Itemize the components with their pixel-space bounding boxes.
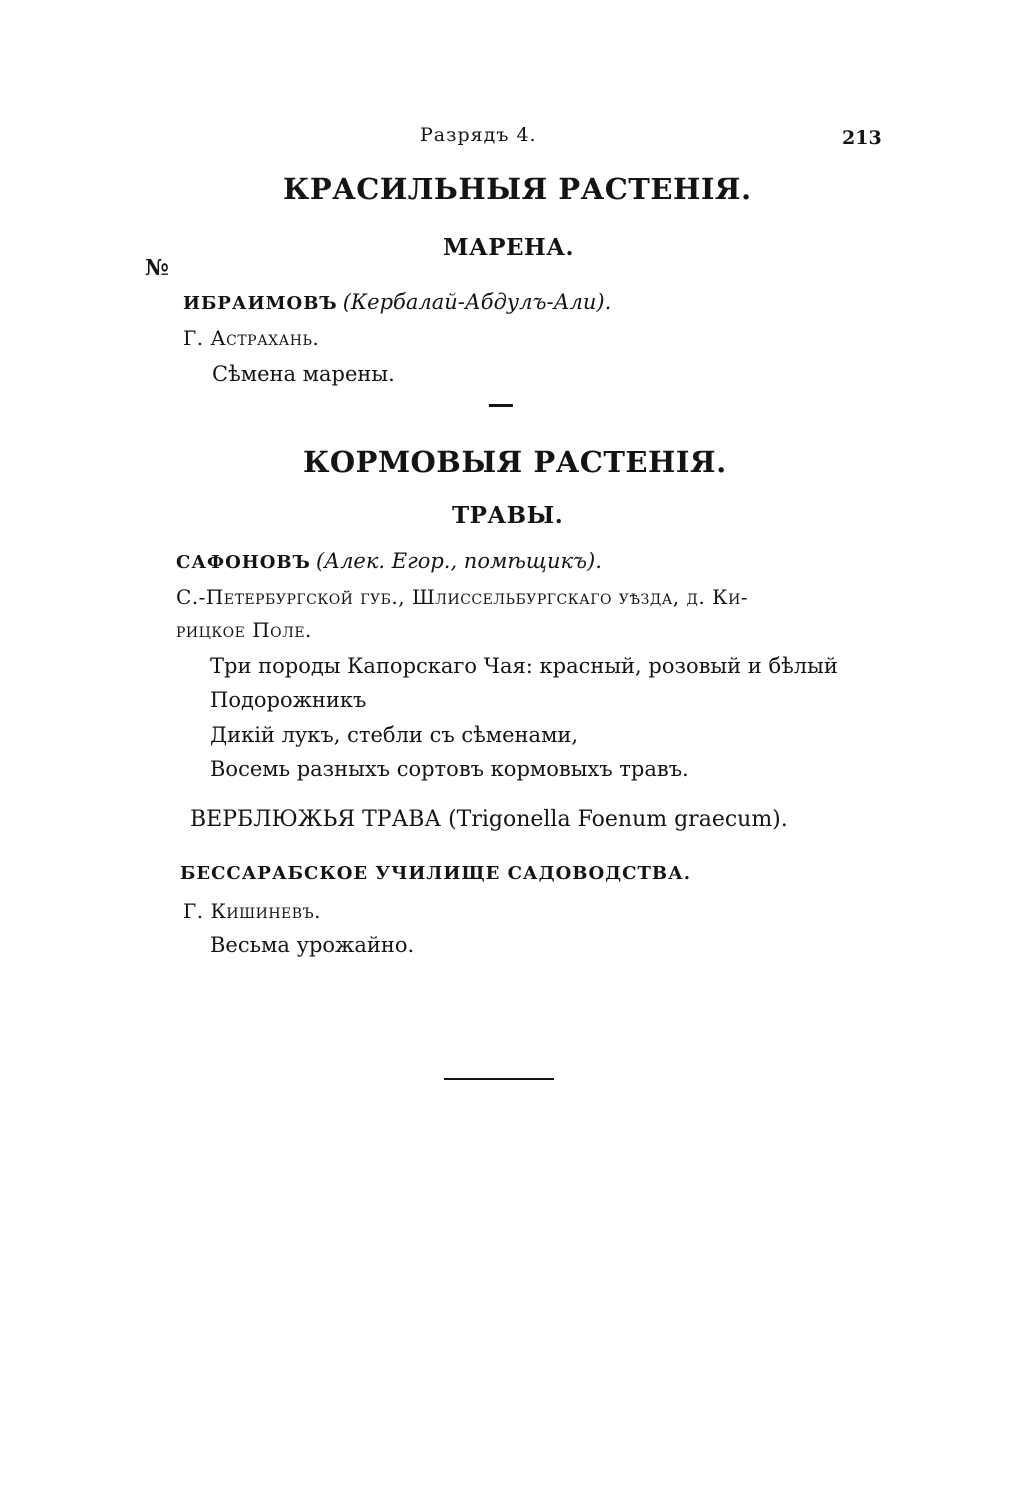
section-title-dye-plants: КРАСИЛЬНЫЯ РАСТЕНІЯ. xyxy=(283,172,752,206)
exhibitor-place-line2: рицкое Поле. xyxy=(176,618,312,642)
entry-safonov xyxy=(176,549,602,573)
running-header: Разрядъ 4. xyxy=(420,124,537,146)
section-divider-dash xyxy=(489,404,513,407)
exhibitor-place: Г. Кишиневъ. xyxy=(183,899,322,923)
exhibitor-details: (Кербалай-Абдулъ-Али). xyxy=(342,290,612,314)
entry-ibraimov xyxy=(183,290,611,314)
subtitle-madder: МАРЕНА. xyxy=(443,234,574,261)
exhibitor-name: САФОНОВЪ xyxy=(176,552,311,573)
exhibitor-place-line1: С.-Петербургской губ., Шлиссельбургскаго уѣзда, д. Ки- xyxy=(176,585,749,609)
exhibit-item: Три породы Капорскаго Чая: красный, розовый и бѣлый xyxy=(210,654,838,678)
exhibit-item: Подорожникъ xyxy=(210,688,367,712)
exhibit-item: Восемь разныхъ сортовъ кормовыхъ травъ. xyxy=(210,757,689,781)
section-title-fodder-plants: КОРМОВЫЯ РАСТЕНІЯ. xyxy=(303,445,727,479)
exhibit-item: Сѣмена марены. xyxy=(212,362,395,386)
exhibit-item: Весьма урожайно. xyxy=(210,933,415,957)
exhibitor-details: (Алек. Егор., помѣщикъ). xyxy=(315,549,602,573)
subheading-camel-grass: ВЕРБЛЮЖЬЯ ТРАВА (Trigonella Foenum graecum). xyxy=(190,807,788,832)
numero-mark: № xyxy=(145,255,169,281)
closing-rule xyxy=(444,1078,554,1080)
page-number: 213 xyxy=(842,127,882,149)
exhibitor-name: ИБРАИМОВЪ xyxy=(183,293,338,314)
exhibitor-name-bessarabia-school: БЕССАРАБСКОЕ УЧИЛИЩЕ САДОВОДСТВА. xyxy=(180,863,692,884)
exhibit-item: Дикій лукъ, стебли съ сѣменами, xyxy=(210,723,579,747)
subtitle-grasses: ТРАВЫ. xyxy=(452,502,564,529)
exhibitor-place: Г. Астрахань. xyxy=(183,326,320,350)
